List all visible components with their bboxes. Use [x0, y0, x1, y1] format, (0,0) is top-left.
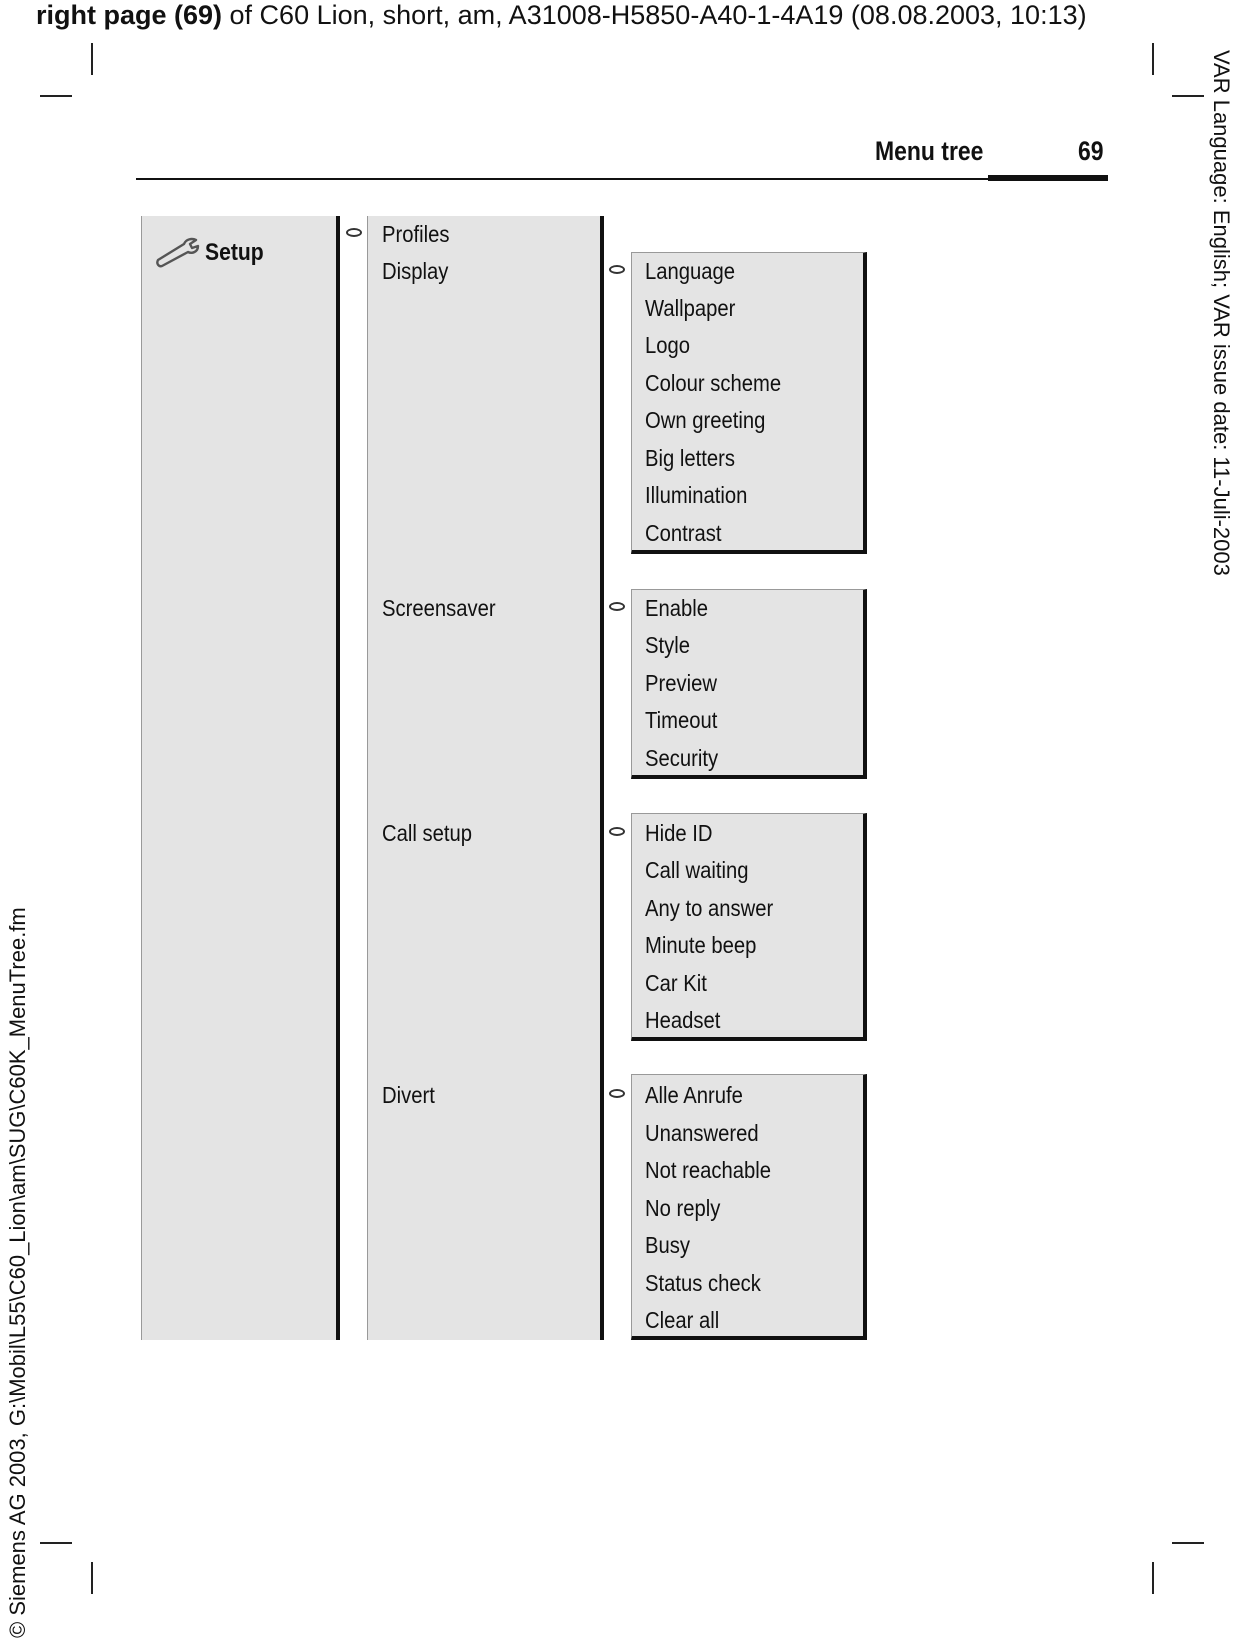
menu-item-screensaver: Screensaver [382, 595, 496, 621]
submenu-item: Timeout [645, 707, 718, 733]
submenu-item: Enable [645, 595, 709, 621]
page-number: 69 [1078, 136, 1104, 166]
submenu-item: Wallpaper [645, 295, 736, 321]
expand-arrow-icon [609, 602, 625, 611]
submenu-item: Busy [645, 1232, 691, 1258]
crop-mark [1172, 1542, 1204, 1544]
submenu-item: Preview [645, 670, 717, 696]
submenu-item: Minute beep [645, 932, 757, 958]
submenu-item: Headset [645, 1007, 721, 1033]
menu-item-profiles: Profiles [382, 221, 450, 247]
submenu-item: Any to answer [645, 895, 774, 921]
submenu-item: No reply [645, 1195, 721, 1221]
submenu-item: Security [645, 745, 719, 771]
submenu-item: Status check [645, 1270, 761, 1296]
expand-arrow-icon [609, 265, 625, 274]
submenu-item: Illumination [645, 482, 748, 508]
menu-item-call-setup: Call setup [382, 820, 473, 846]
submenu-item: Hide ID [645, 820, 713, 846]
submenu-item: Language [645, 258, 736, 284]
menu-level1-column [367, 216, 604, 1340]
submenu-item: Unanswered [645, 1120, 759, 1146]
document-info-rest: of C60 Lion, short, am, A31008-H5850-A40-1-4A19 (08.08.2003, 10:13) [222, 0, 1087, 30]
side-text-left: © Siemens AG 2003, G:\Mobil\L55\C60_Lion\am\SUG\C60K_MenuTree.fm [5, 907, 30, 1638]
submenu-item: Clear all [645, 1307, 720, 1333]
side-text-right: VAR Language: English; VAR issue date: 11-Juli-2003 [1209, 50, 1234, 576]
submenu-item: Alle Anrufe [645, 1082, 743, 1108]
menu-root-column [141, 216, 340, 1340]
expand-arrow-icon [609, 827, 625, 836]
submenu-item: Colour scheme [645, 370, 782, 396]
menu-item-display: Display [382, 258, 449, 284]
document-info-line [36, 0, 1087, 30]
submenu-item: Contrast [645, 520, 722, 546]
page-title: Menu tree [875, 136, 984, 166]
crop-mark [1152, 43, 1154, 75]
menu-item-divert: Divert [382, 1082, 435, 1108]
submenu-item: Car Kit [645, 970, 707, 996]
header-rule-accent [988, 175, 1108, 181]
submenu-item: Not reachable [645, 1157, 772, 1183]
expand-arrow-icon [346, 228, 362, 237]
document-info-bold: right page (69) [36, 0, 223, 30]
submenu-item: Call waiting [645, 857, 749, 883]
wrench-icon [154, 236, 200, 268]
expand-arrow-icon [609, 1089, 625, 1098]
submenu-item: Logo [645, 332, 691, 358]
crop-mark [40, 95, 72, 97]
header-rule [136, 178, 1108, 180]
submenu-item: Own greeting [645, 407, 766, 433]
submenu-item: Style [645, 632, 691, 658]
crop-mark [91, 1562, 93, 1594]
crop-mark [1152, 1562, 1154, 1594]
crop-mark [1172, 95, 1204, 97]
crop-mark [40, 1542, 72, 1544]
crop-mark [91, 43, 93, 75]
submenu-item: Big letters [645, 445, 735, 471]
menu-root-label: Setup [205, 239, 264, 266]
